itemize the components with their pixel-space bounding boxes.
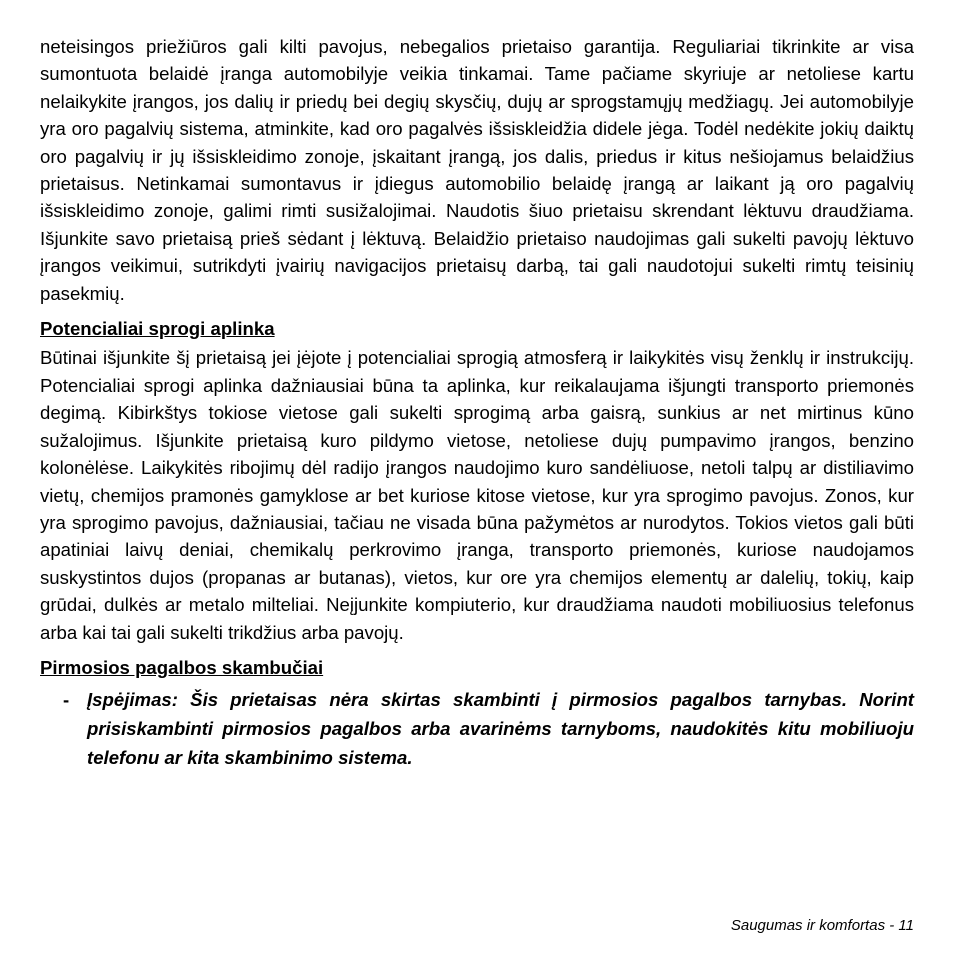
- explosive-environment-paragraph: Būtinai išjunkite šį prietaisą jei įėjote į potencialiai sprogią atmosferą ir laikykitės visų ženklų ir instrukcijų. Potencialiai sprogi aplinka dažniausiai būna ta aplinka, kur reikalaujama išjungti transporto priemonės degimą. Kibirkštys tokiose vietose gali sukelti sprogimą arba gaisrą, sunkius ar net mirtinus kūno sužalojimus. Išjunkite prietaisą kuro pildymo vietose, netoliese dujų pumpavimo įrangos, benzino kolonėlėse. Laikykitės ribojimų dėl radijo įrangos naudojimo kuro sandėliuose, netoli talpų ar distiliavimo vietų, chemijos pramonės gamyklose ar bet kuriose kitose vietose, kur yra sprogimo pavojus. Zonos, kur yra sprogimo pavojus, dažniausiai, tačiau ne visada būna pažymėtos ar nurodytos. Tokios vietos gali būti apatiniai laivų deniai, chemikalų perkrovimo įranga, transporto priemonės, kuriose naudojamos suskystintos dujos (propanas ar butanas), vietos, kur ore yra chemijos elementų ar dalelių, tokių, kaip grūdai, dulkės ar metalo milteliai. Neįjunkite kompiuterio, kur draudžiama naudoti mobiliuosius telefonus arba kai tai gali sukelti trikdžius arba pavojų.: [40, 347, 914, 643]
- emergency-calls-heading: Pirmosios pagalbos skambučiai: [40, 656, 324, 678]
- footer-section-name: Saugumas ir komfortas: [730, 917, 886, 934]
- footer-separator: -: [885, 917, 899, 934]
- document-page: [40, 33, 914, 772]
- page-footer: [731, 917, 914, 934]
- explosive-environment-heading: Potencialiai sprogi aplinka: [40, 318, 275, 340]
- emergency-warning-text: Įspėjimas: Šis prietaisas nėra skirtas skambinti į pirmosios pagalbos tarnybas. Norint prisiskambinti pirmosios pagalbos arba avarinėms tarnyboms, naudokitės kitu mobiliuoju telefonu ar kita skambinimo sistema.: [87, 689, 914, 769]
- intro-paragraph: neteisingos priežiūros gali kilti pavojus, nebegalios prietaiso garantija. Reguliariai tikrinkite ar visa sumontuota belaidė įranga automobilyje veikia tinkamai. Tame pačiame skyriuje ar netoliese kartu nelaikykite įrangos, jos dalių ir priedų bei degių skysčių, dujų ar sprogstamųjų medžiagų. Jei automobilyje yra oro pagalvių sistema, atminkite, kad oro pagalvės išsiskleidžia didele jėga. Todėl nedėkite jokių daiktų oro pagalvių ir jų išsiskleidimo zonoje, įskaitant įrangą, jos dalis, priedus ir kitus nešiojamus belaidžius prietaisus. Netinkamai sumontavus ir įdiegus automobilio belaidę įrangą ar laikant ją oro pagalvių išsiskleidimo zonoje, galimi rimti susižalojimai. Naudotis šiuo prietaisu skrendant lėktuvu draudžiama. Išjunkite savo prietaisą prieš sėdant į lėktuvą. Belaidžio prietaiso naudojimas gali sukelti pavojų lėktuvo įrangos veikimui, sutrikdyti įvairių navigacijos prietaisų darbą, tai gali naudotojui sukelti rimtų teisinių pasekmių.: [40, 36, 914, 304]
- emergency-warning: [40, 685, 914, 772]
- bullet-dash: -: [63, 689, 70, 711]
- page-number: 11: [898, 917, 914, 934]
